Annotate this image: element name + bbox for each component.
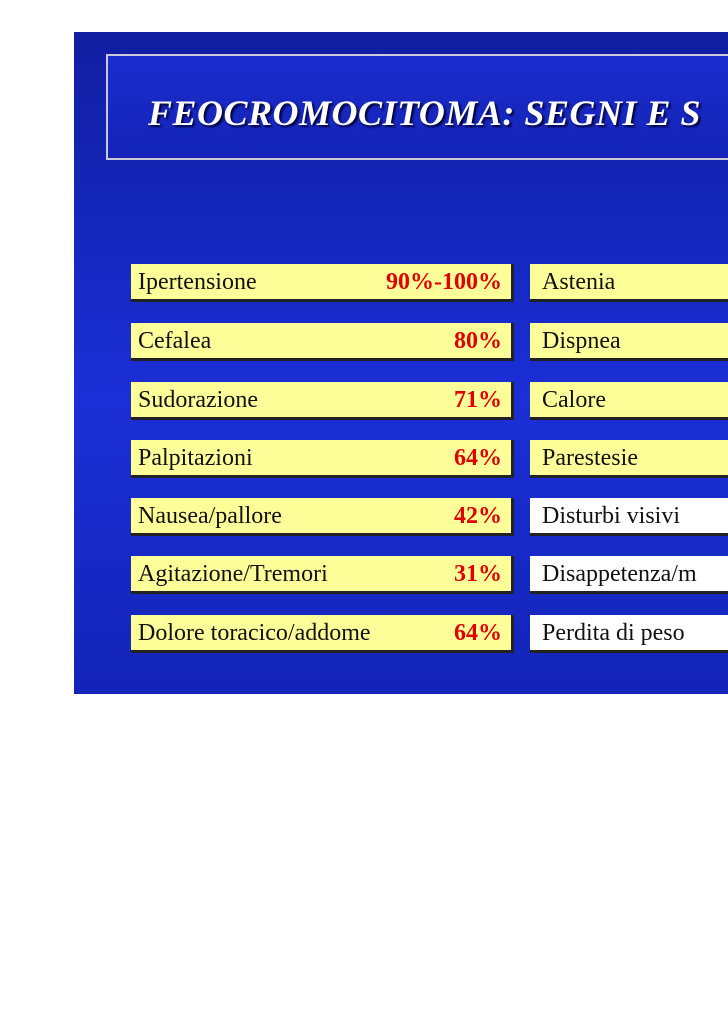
symptom-row [131,440,514,478]
symptom-label: Sudorazione [138,387,258,413]
symptom-label: Dolore toracico/addome [138,620,371,646]
symptom-percent: 90%-100% [386,269,502,295]
symptom-row [131,498,514,536]
symptom-label: Palpitazioni [138,445,253,471]
symptom-row [131,556,514,594]
symptom-percent: 71% [454,387,502,413]
symptom-label: Parestesie [542,445,638,471]
symptom-label: Calore [542,387,606,413]
symptom-percent: 31% [454,561,502,587]
symptom-percent: 64% [454,445,502,471]
symptom-label: Dispnea [542,328,621,354]
slide [74,32,728,694]
symptom-label: Perdita di peso [542,620,685,646]
symptom-label: Disappetenza/m [542,561,697,587]
symptom-percent: 64% [454,620,502,646]
symptom-label: Cefalea [138,328,212,354]
symptom-row [131,264,514,302]
title-box [106,54,728,160]
symptom-row [131,323,514,361]
symptom-label: Nausea/pallore [138,503,282,529]
symptom-percent: 80% [454,328,502,354]
symptom-row-right [530,323,728,361]
symptom-label: Disturbi visivi [542,503,681,529]
symptom-label: Ipertensione [138,269,257,295]
symptom-percent: 42% [454,503,502,529]
symptom-row-right [530,382,728,420]
symptom-row [131,615,514,653]
symptom-row-right [530,556,728,594]
symptom-row-right [530,440,728,478]
symptom-row-right [530,498,728,536]
symptom-label: Astenia [542,269,616,295]
symptom-row-right [530,615,728,653]
symptom-label: Agitazione/Tremori [138,561,328,587]
symptom-row [131,382,514,420]
symptom-row-right [530,264,728,302]
slide-title: FEOCROMOCITOMA: SEGNI E S [148,93,701,133]
